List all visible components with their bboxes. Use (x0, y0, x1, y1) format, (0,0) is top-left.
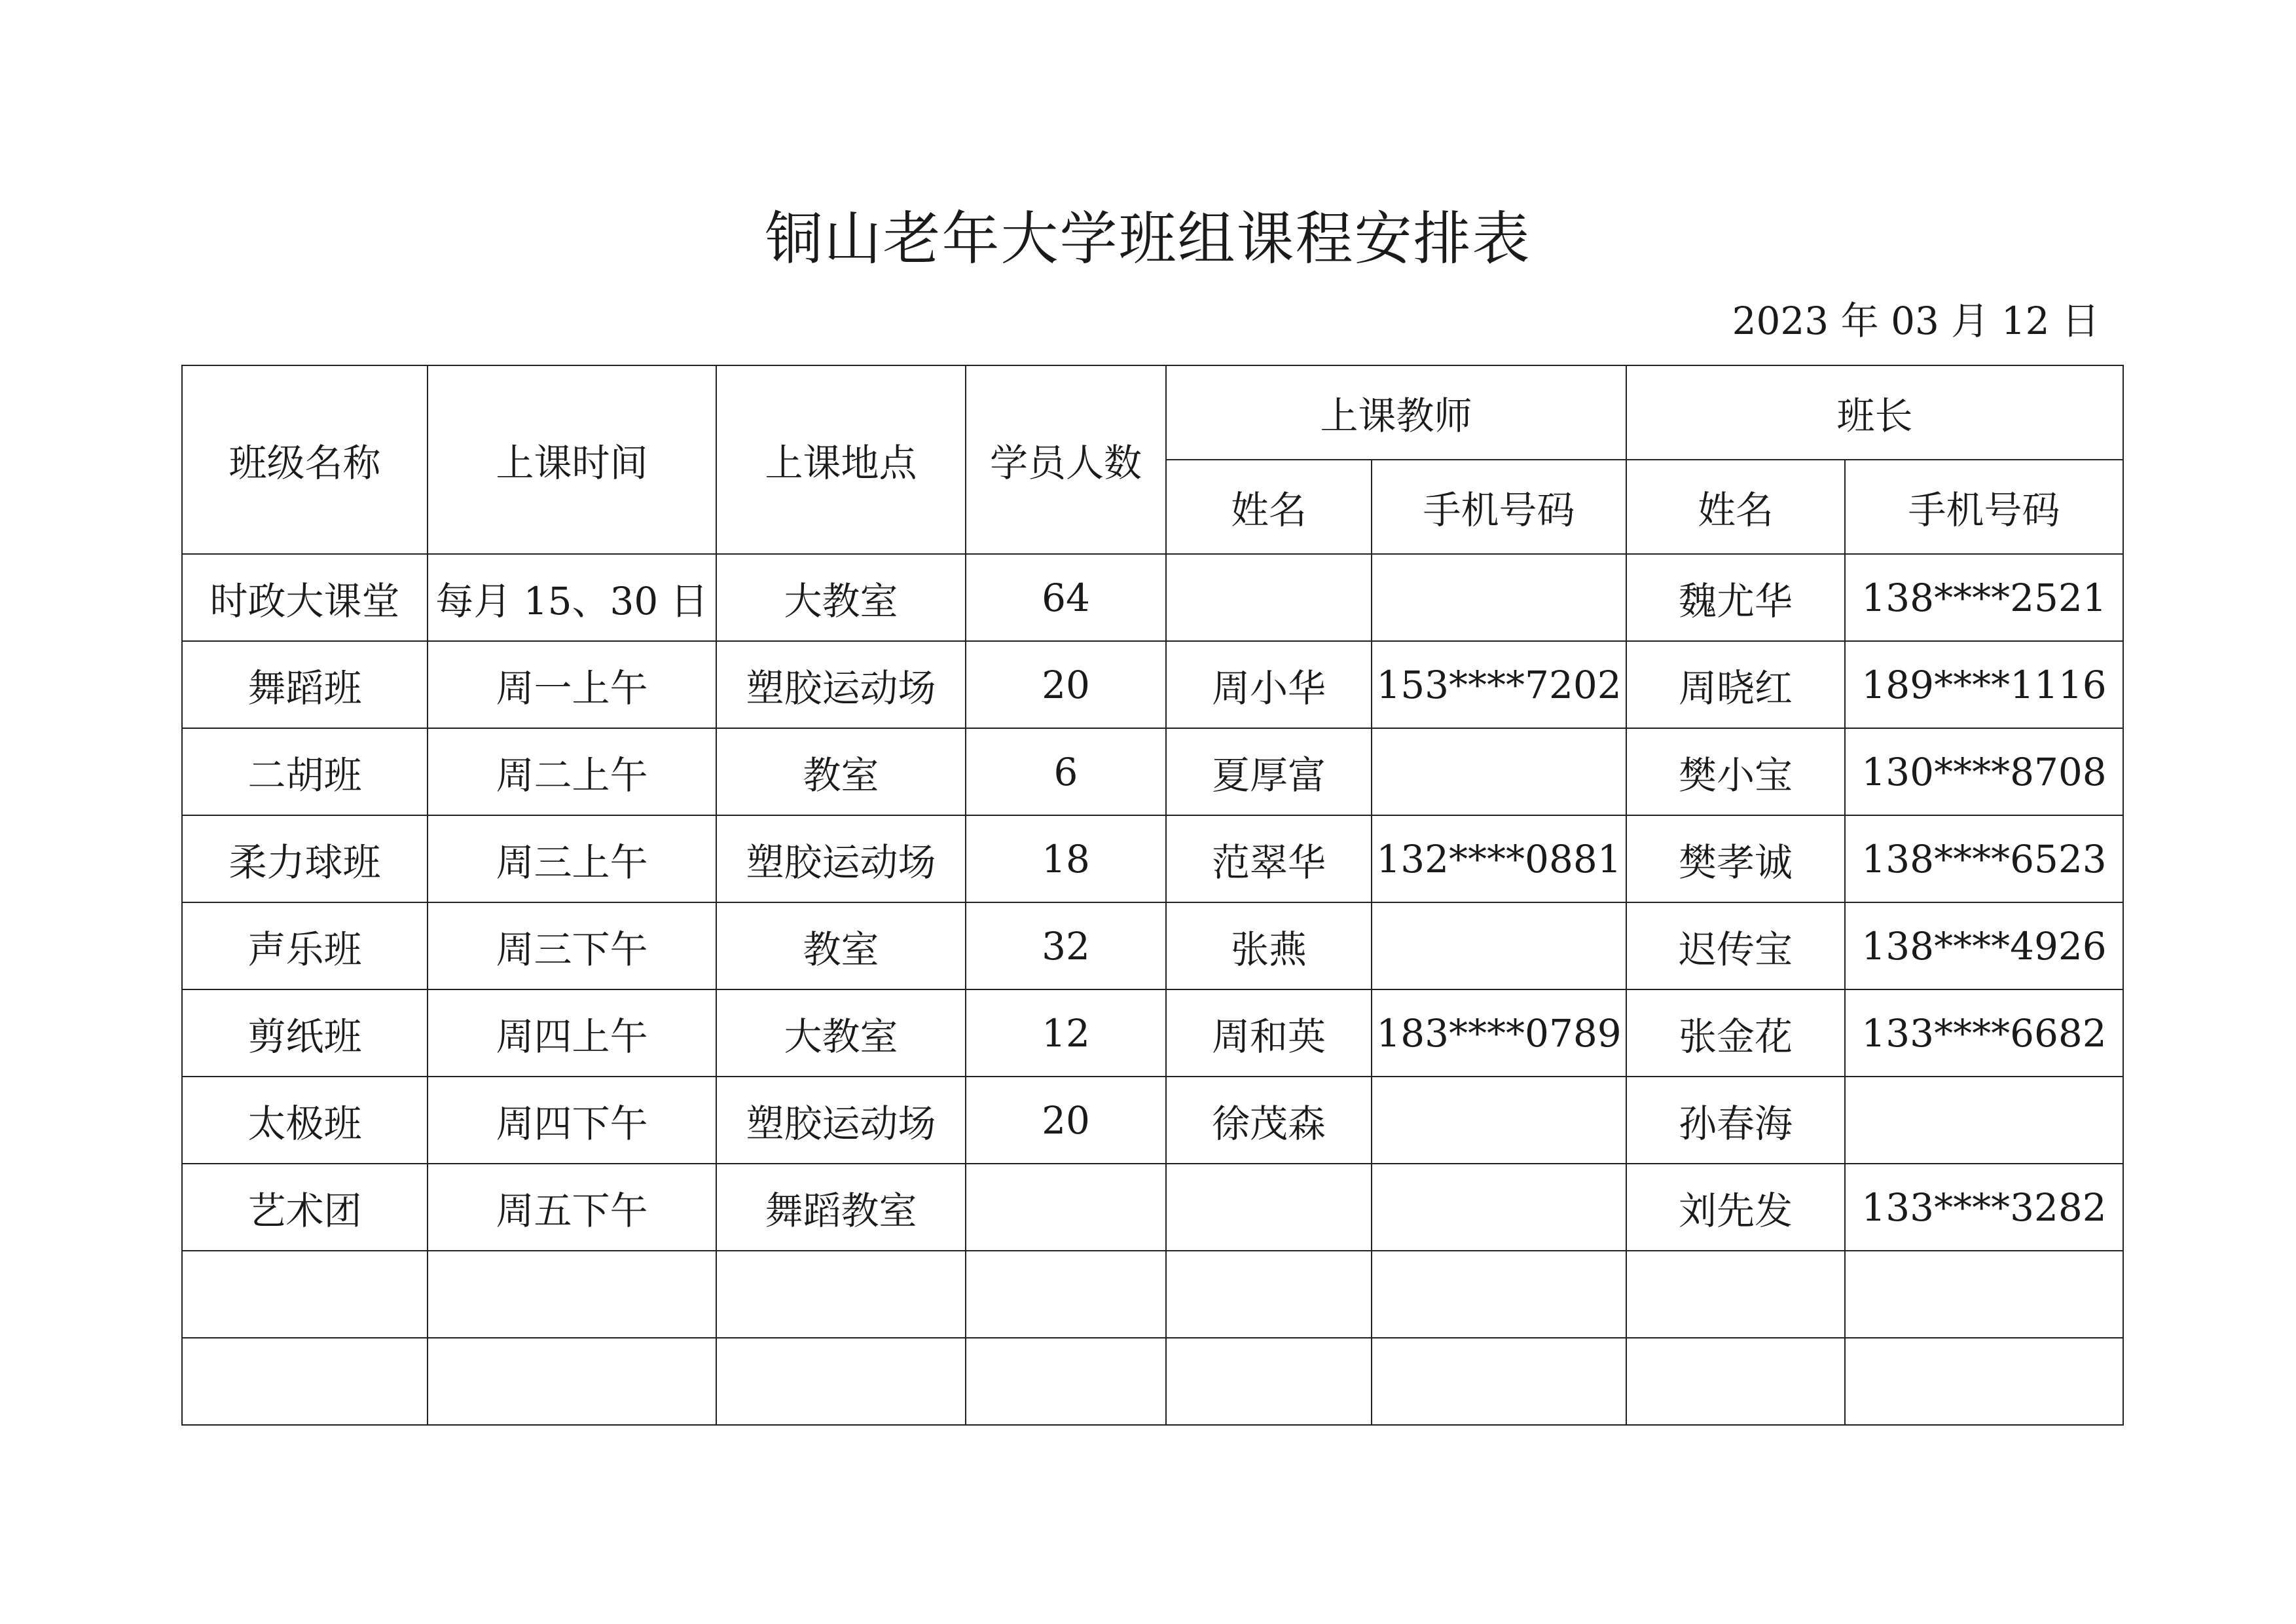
cell-class-name: 舞蹈班 (182, 641, 428, 728)
cell-teacher-name (1166, 1338, 1372, 1425)
table-header (182, 365, 2123, 554)
cell-teacher-phone (1372, 1077, 1626, 1164)
cell-location: 塑胶运动场 (716, 1077, 966, 1164)
cell-monitor-phone (1845, 1338, 2123, 1425)
cell-location: 教室 (716, 728, 966, 815)
cell-teacher-name (1166, 1164, 1372, 1251)
cell-monitor-name: 张金花 (1626, 989, 1845, 1077)
header-monitor-name: 姓名 (1626, 460, 1845, 554)
cell-location: 塑胶运动场 (716, 815, 966, 902)
schedule-table (181, 365, 2124, 1426)
table-row (182, 1338, 2123, 1425)
cell-class-name: 剪纸班 (182, 989, 428, 1077)
cell-monitor-phone (1845, 1077, 2123, 1164)
header-location: 上课地点 (716, 365, 966, 554)
cell-teacher-phone (1372, 1338, 1626, 1425)
header-row-1 (182, 365, 2123, 460)
cell-teacher-phone (1372, 1164, 1626, 1251)
cell-teacher-phone (1372, 728, 1626, 815)
cell-location: 塑胶运动场 (716, 641, 966, 728)
table-row (182, 902, 2123, 989)
cell-class-name: 声乐班 (182, 902, 428, 989)
cell-time: 周三下午 (428, 902, 716, 989)
cell-monitor-phone: 133****6682 (1845, 989, 2123, 1077)
cell-teacher-phone: 132****0881 (1372, 815, 1626, 902)
cell-monitor-name: 迟传宝 (1626, 902, 1845, 989)
cell-teacher-name (1166, 1251, 1372, 1338)
table-row (182, 554, 2123, 641)
cell-time: 周一上午 (428, 641, 716, 728)
cell-teacher-name: 张燕 (1166, 902, 1372, 989)
cell-students: 20 (966, 641, 1166, 728)
header-teacher-phone: 手机号码 (1372, 460, 1626, 554)
table-body (182, 554, 2123, 1425)
cell-monitor-name: 魏尤华 (1626, 554, 1845, 641)
cell-teacher-name: 范翠华 (1166, 815, 1372, 902)
cell-location: 大教室 (716, 989, 966, 1077)
table-row (182, 1077, 2123, 1164)
cell-students (966, 1338, 1166, 1425)
header-students: 学员人数 (966, 365, 1166, 554)
cell-teacher-name: 周和英 (1166, 989, 1372, 1077)
cell-location: 舞蹈教室 (716, 1164, 966, 1251)
header-time: 上课时间 (428, 365, 716, 554)
cell-time: 周五下午 (428, 1164, 716, 1251)
cell-time: 周四上午 (428, 989, 716, 1077)
cell-teacher-phone (1372, 554, 1626, 641)
cell-teacher-name (1166, 554, 1372, 641)
cell-location (716, 1251, 966, 1338)
cell-class-name (182, 1338, 428, 1425)
cell-teacher-name: 周小华 (1166, 641, 1372, 728)
cell-teacher-phone: 153****7202 (1372, 641, 1626, 728)
cell-location: 教室 (716, 902, 966, 989)
document-date: 2023 年 03 月 12 日 (1732, 299, 2100, 343)
cell-monitor-name: 樊小宝 (1626, 728, 1845, 815)
cell-students: 18 (966, 815, 1166, 902)
cell-monitor-name: 周晓红 (1626, 641, 1845, 728)
cell-students: 20 (966, 1077, 1166, 1164)
cell-monitor-phone: 138****4926 (1845, 902, 2123, 989)
table-row (182, 815, 2123, 902)
table-row (182, 641, 2123, 728)
cell-teacher-phone (1372, 1251, 1626, 1338)
cell-monitor-name (1626, 1251, 1845, 1338)
cell-students: 12 (966, 989, 1166, 1077)
cell-monitor-phone: 133****3282 (1845, 1164, 2123, 1251)
cell-teacher-name: 夏厚富 (1166, 728, 1372, 815)
cell-monitor-phone: 138****2521 (1845, 554, 2123, 641)
cell-location: 大教室 (716, 554, 966, 641)
cell-class-name: 柔力球班 (182, 815, 428, 902)
table-row (182, 1251, 2123, 1338)
cell-students: 64 (966, 554, 1166, 641)
cell-class-name: 艺术团 (182, 1164, 428, 1251)
cell-class-name: 太极班 (182, 1077, 428, 1164)
cell-monitor-phone: 138****6523 (1845, 815, 2123, 902)
table-row (182, 728, 2123, 815)
cell-time: 周四下午 (428, 1077, 716, 1164)
cell-students: 6 (966, 728, 1166, 815)
cell-time: 周三上午 (428, 815, 716, 902)
header-monitor-phone: 手机号码 (1845, 460, 2123, 554)
cell-location (716, 1338, 966, 1425)
document-title: 铜山老年大学班组课程安排表 (765, 205, 1531, 272)
header-teacher-group: 上课教师 (1166, 365, 1626, 460)
cell-class-name (182, 1251, 428, 1338)
cell-class-name: 二胡班 (182, 728, 428, 815)
cell-monitor-name: 刘先发 (1626, 1164, 1845, 1251)
cell-time (428, 1251, 716, 1338)
cell-monitor-phone: 189****1116 (1845, 641, 2123, 728)
cell-monitor-name: 樊孝诚 (1626, 815, 1845, 902)
cell-class-name: 时政大课堂 (182, 554, 428, 641)
header-teacher-name: 姓名 (1166, 460, 1372, 554)
cell-teacher-phone (1372, 902, 1626, 989)
table-row (182, 989, 2123, 1077)
cell-teacher-phone: 183****0789 (1372, 989, 1626, 1077)
cell-teacher-name: 徐茂森 (1166, 1077, 1372, 1164)
table-row (182, 1164, 2123, 1251)
cell-monitor-phone (1845, 1251, 2123, 1338)
cell-time (428, 1338, 716, 1425)
header-class-name: 班级名称 (182, 365, 428, 554)
cell-students (966, 1164, 1166, 1251)
header-monitor-group: 班长 (1626, 365, 2123, 460)
cell-students: 32 (966, 902, 1166, 989)
cell-time: 每月 15、30 日 (428, 554, 716, 641)
cell-students (966, 1251, 1166, 1338)
cell-monitor-name: 孙春海 (1626, 1077, 1845, 1164)
cell-time: 周二上午 (428, 728, 716, 815)
cell-monitor-phone: 130****8708 (1845, 728, 2123, 815)
cell-monitor-name (1626, 1338, 1845, 1425)
